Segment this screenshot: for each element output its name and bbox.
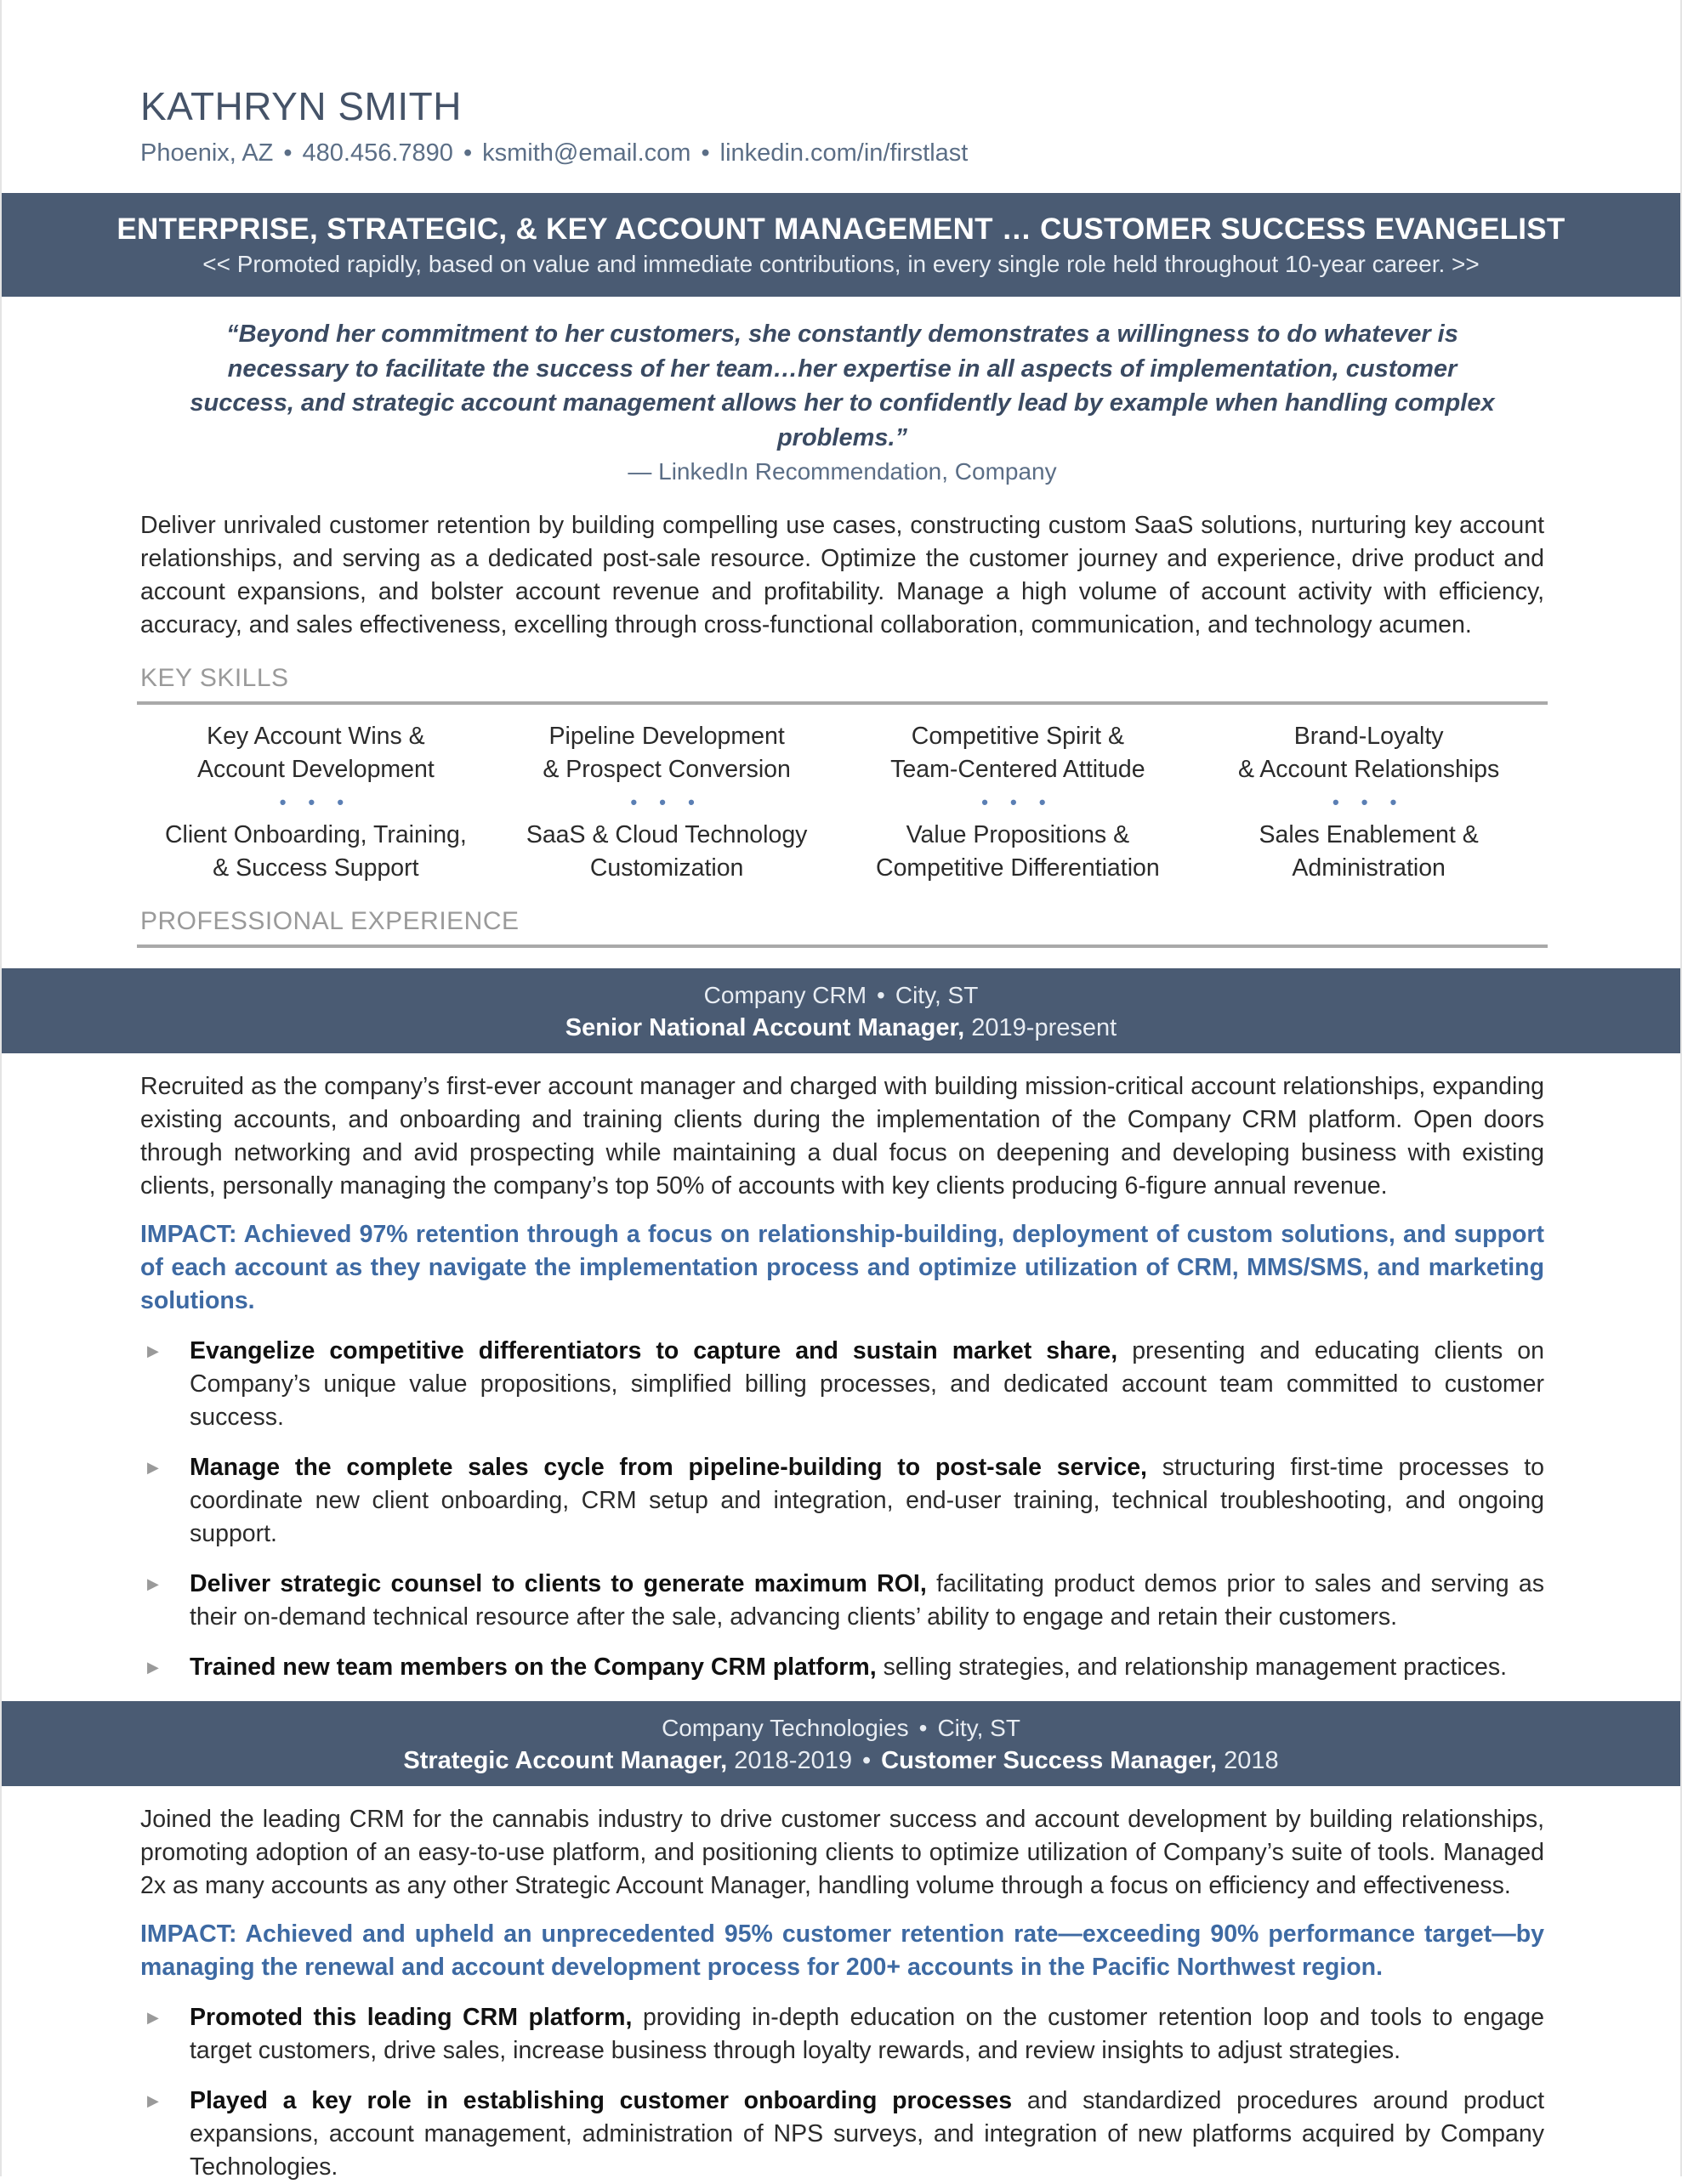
skill-divider-dots: • • • — [1332, 791, 1406, 813]
bullet-text: selling strategies, and relationship management practices. — [876, 1653, 1508, 1681]
skill-column — [492, 720, 843, 885]
job-header-band — [2, 968, 1680, 1053]
bullet-arrow-icon: ▶ — [147, 1342, 159, 1359]
candidate-name: KATHRYN SMITH — [140, 84, 462, 128]
skill-text: Pipeline Development — [548, 722, 785, 750]
job-description: Joined the leading CRM for the cannabis industry to drive customer success and account development by building relationships, promoting adoption of an easy-to-use platform, and positioning clients to optimize utilization of Company’s suite of tools. Managed 2x as many accounts as any other Strategic Account Manager, handling volume through a focus on efficiency and effectiveness. — [140, 1806, 1544, 1900]
contact-separator: • — [701, 139, 710, 167]
contact-separator: • — [283, 139, 293, 167]
contact-linkedin[interactable]: linkedin.com/in/firstlast — [719, 139, 969, 167]
job-header-band — [2, 1701, 1680, 1786]
job-location: City, ST — [895, 981, 979, 1008]
bullet-arrow-icon: ▶ — [147, 1574, 159, 1592]
job-role-line — [2, 1744, 1680, 1778]
skill-text: Key Account Wins & — [207, 722, 425, 750]
list-item — [140, 1651, 1544, 1684]
bullet-text: presenting and educating clients on Company’s unique value propositions, simplified billing processes, and dedicated account team committed to customer success. — [190, 1336, 1545, 1431]
job-location: City, ST — [937, 1714, 1020, 1741]
skill-text: Team-Centered Attitude — [890, 755, 1145, 783]
banner-headline: ENTERPRISE, STRATEGIC, & KEY ACCOUNT MANAGEMENT … CUSTOMER SUCCESS EVANGELIST — [116, 213, 1566, 247]
job-company: Company CRM — [703, 981, 867, 1008]
skill-text: Client Onboarding, Training, — [164, 820, 467, 848]
job-bullets — [140, 1335, 1544, 1684]
skill-divider-dots: • • • — [279, 791, 353, 813]
bullet-arrow-icon: ▶ — [147, 2009, 159, 2027]
job-company-line — [2, 979, 1680, 1012]
list-item — [140, 2085, 1544, 2184]
job-title-2: Customer Success Manager, — [881, 1747, 1218, 1775]
skill-column — [1193, 720, 1544, 885]
job-company: Company Technologies — [662, 1714, 909, 1741]
skill-text: SaaS & Cloud Technology — [526, 820, 808, 848]
bullet-text: and standardized procedures around product expansions, account management, administration of NPS surveys, and integration of new platforms acquired by Company Technologies. — [190, 2087, 1544, 2181]
role-separator: • — [861, 1747, 872, 1775]
skill-text: & Prospect Conversion — [543, 755, 791, 783]
key-skills-grid — [140, 720, 1544, 885]
list-item — [140, 1568, 1544, 1634]
bullet-arrow-icon: ▶ — [147, 1658, 159, 1676]
skill-column — [140, 720, 492, 885]
skill-text: Brand-Loyalty — [1293, 722, 1444, 750]
skill-text: Competitive Spirit & — [911, 722, 1124, 750]
section-title-key-skills: KEY SKILLS — [137, 664, 1548, 705]
contact-email[interactable]: ksmith@email.com — [482, 139, 691, 167]
contact-phone[interactable]: 480.456.7890 — [302, 139, 453, 167]
bullet-lead: Deliver strategic counsel to clients to generate maximum ROI, — [190, 1569, 927, 1597]
job-title: Strategic Account Manager, — [403, 1747, 728, 1775]
skill-divider-dots: • • • — [630, 791, 703, 813]
bullet-text: facilitating product demos prior to sales and serving as their on-demand technical resource after the sale, advancing clients’ ability to engage and retain their customers. — [190, 1569, 1544, 1631]
job-dates-2: 2018 — [1224, 1747, 1279, 1775]
job-dates: 2019-present — [971, 1013, 1117, 1041]
quote-attribution: — LinkedIn Recommendation, Company — [628, 458, 1057, 485]
skill-column — [843, 720, 1194, 885]
job-bullets — [140, 2001, 1544, 2184]
bullet-text: providing in-depth education on the customer retention loop and tools to engage target customers, drive sales, increase business through loyalty rewards, and review insights to adjust strategies. — [190, 2004, 1544, 2065]
recommendation-quote: “Beyond her commitment to her customers, she constantly demonstrates a willingness to do whatever is necessary to facilitate the success of her team…her expertise in all aspects of implementation, customer success, and strategic account management allows her to confidently lead by example when handling complex problems.” — [190, 320, 1495, 451]
section-title-experience: PROFESSIONAL EXPERIENCE — [137, 907, 1548, 948]
job-company-line — [2, 1711, 1680, 1744]
job-impact: IMPACT: Achieved 97% retention through a focus on relationship-building, deployment of custom solutions, and support of each account as they navigate the implementation process and optimize utilization of CRM, MMS/SMS, and marketing solutions. — [140, 1220, 1544, 1314]
skill-text: & Account Relationships — [1237, 755, 1500, 783]
skill-text: Customization — [589, 854, 744, 882]
job-impact: IMPACT: Achieved and upheld an unprecedented 95% customer retention rate—exceeding 90% performance target—by managing the renewal and account development process for 200+ accounts in the Pacific Northwest region. — [140, 1920, 1544, 1982]
skill-text: Sales Enablement & — [1259, 820, 1479, 848]
list-item — [140, 2001, 1544, 2068]
contact-separator: • — [463, 139, 473, 167]
skill-divider-dots: • • • — [981, 791, 1054, 813]
banner-tagline: << Promoted rapidly, based on value and immediate contributions, in every single role held throughout 10-year career. >> — [202, 251, 1480, 278]
bullet-arrow-icon: ▶ — [147, 2092, 159, 2110]
company-separator: • — [918, 1714, 928, 1741]
company-separator: • — [877, 981, 885, 1008]
job-dates: 2018-2019 — [734, 1747, 852, 1775]
headline-banner — [2, 193, 1680, 297]
bullet-lead: Promoted this leading CRM platform, — [190, 2004, 633, 2032]
summary-paragraph: Deliver unrivaled customer retention by building compelling use cases, constructing custom SaaS solutions, nurturing key account relationships, and serving as a dedicated post-sale resource. Optimize the customer journey and experience, drive product and account expansions, and bolster account revenue and profitability. Manage a high volume of account activity with efficiency, accuracy, and sales effectiveness, excelling through cross-functional collaboration, communication, and technology acumen. — [140, 511, 1544, 638]
skill-text: Account Development — [196, 755, 435, 783]
bullet-lead: Played a key role in establishing customer onboarding processes — [190, 2087, 1013, 2115]
contact-city: Phoenix, AZ — [140, 139, 274, 167]
list-item — [140, 1335, 1544, 1434]
list-item — [140, 1451, 1544, 1551]
job-title: Senior National Account Manager, — [565, 1013, 965, 1041]
job-role-line — [2, 1012, 1680, 1045]
contact-line — [140, 139, 1544, 168]
job-description: Recruited as the company’s first-ever account manager and charged with building mission-critical account relationships, expanding existing accounts, and onboarding and training clients during the implementation of the Company CRM platform. Open doors through networking and avid prospecting while maintaining a dual focus on deepening and developing business with existing clients, personally managing the company’s top 50% of accounts with key clients producing 6-figure annual revenue. — [140, 1072, 1544, 1200]
skill-text: & Success Support — [213, 854, 419, 882]
bullet-lead: Manage the complete sales cycle from pipeline-building to post-sale service, — [190, 1453, 1147, 1481]
skill-text: Value Propositions & — [906, 820, 1130, 848]
bullet-lead: Evangelize competitive differentiators to capture and sustain market share, — [190, 1336, 1118, 1364]
skill-text: Competitive Differentiation — [876, 854, 1160, 882]
bullet-text: structuring first-time processes to coordinate new client onboarding, CRM setup and integration, end-user training, technical troubleshooting, and ongoing support. — [190, 1453, 1544, 1547]
bullet-lead: Trained new team members on the Company CRM platform, — [190, 1653, 877, 1681]
skill-text: Administration — [1292, 854, 1446, 882]
bullet-arrow-icon: ▶ — [147, 1458, 159, 1476]
